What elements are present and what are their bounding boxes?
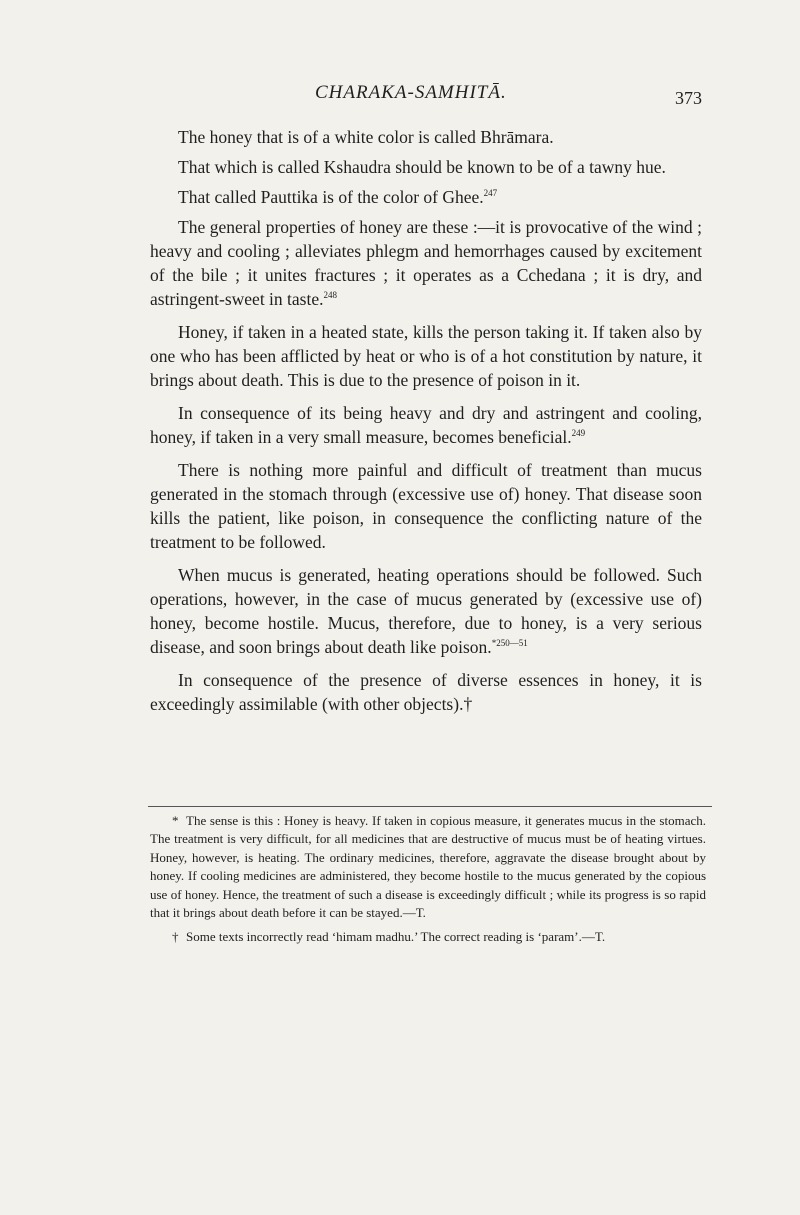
footnote-divider [148, 806, 712, 807]
paragraph-text: The general properties of honey are these :—it is provocative of the wind ; heavy and cooling ; alleviates phlegm and hemorrhages caused by excitement of the bile ; it unites fractures ; it operates as a Cchedana ; it is dry, and astringent-sweet in taste. [150, 217, 702, 309]
footnote-text: Some texts incorrectly read ‘himam madhu.’ The correct reading is ‘param’.—T. [186, 929, 606, 945]
paragraph [150, 125, 702, 149]
reference-number: 248 [323, 290, 337, 300]
paragraph [150, 668, 702, 716]
paragraph [150, 458, 702, 554]
paragraph-text: There is nothing more painful and difficult of treatment than mucus generated in the stomach through (excessive use of) honey. That disease soon kills the patient, like poison, in consequence the conflicting nature of the treatment to be followed. [150, 460, 702, 552]
paragraph-text: When mucus is generated, heating operations should be followed. Such operations, however, in the case of mucus generated by (excessive use of) honey, become hostile. Mucus, therefore, due to honey, is a very serious disease, and soon brings about death like poison. [150, 565, 702, 657]
reference-number: 247 [483, 188, 498, 198]
paragraph [150, 155, 702, 179]
page-number: 373 [675, 88, 702, 108]
footnotes [150, 812, 706, 953]
paragraph [150, 401, 702, 449]
footnote-mark: * [172, 813, 179, 828]
paragraph-text: That called Pauttika is of the color of Ghee. [178, 187, 484, 207]
paragraph-text: Honey, if taken in a heated state, kills the person taking it. If taken also by one who has been afflicted by heat or who is of a hot constitution by nature, it brings about death. This is due to the presence of poison in it. [150, 322, 702, 390]
paragraph [150, 215, 702, 311]
paragraph [150, 563, 702, 659]
footnote-text: The sense is this : Honey is heavy. If taken in copious measure, it generates mucus in the stomach. The treatment is very difficult, for all medicines that are destructive of mucus must be of heating virtues. Honey, however, is heating. The ordinary medicines, therefore, aggravate the disease brought about by honey. If cooling medicines are administered, they become hostile to the mucus generated by the copious use of honey. Hence, the treatment of such a disease is exceedingly difficult ; while its progress is so rapid that it brings about death before it can be stayed.—T. [150, 813, 706, 921]
footnote-mark: † [172, 929, 179, 945]
body-text [150, 125, 702, 725]
paragraph-text: In consequence of its being heavy and dry and astringent and cooling, honey, if taken in a very small measure, becomes beneficial. [150, 403, 702, 447]
page-header [150, 82, 710, 112]
footnote [150, 928, 706, 946]
paragraph-text: That which is called Kshaudra should be known to be of a tawny hue. [178, 157, 666, 177]
reference-number: 249 [571, 428, 586, 438]
paragraph [150, 185, 702, 209]
footnote [150, 812, 706, 922]
reference-number: *250—51 [491, 638, 528, 648]
paragraph [150, 320, 702, 392]
paragraph-text: In consequence of the presence of diverse essences in honey, it is exceedingly assimilable (with other objects).† [150, 670, 702, 714]
paragraph-text: The honey that is of a white color is called Bhrāmara. [178, 127, 554, 147]
running-title: CHARAKA-SAMHITĀ. [315, 82, 507, 103]
